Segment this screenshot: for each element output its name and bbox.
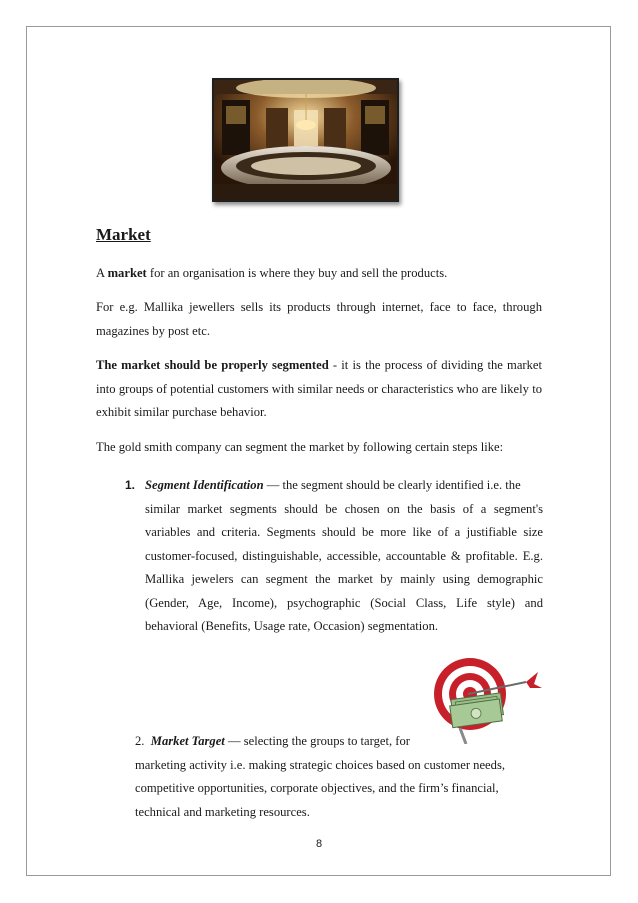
item-line: marketing activity i.e. making strategic choices based on customer needs, bbox=[135, 757, 505, 772]
list-item-market-target: 2. Market Target — selecting the groups to target, for marketing activity i.e. making strategic choices based on customer needs, competitive opportunities, corporate objectives, and the firm’s financial, technical and marketing resources. bbox=[135, 730, 545, 824]
paragraph-steps-intro: The gold smith company can segment the market by following certain steps like: bbox=[96, 440, 504, 454]
item-line: competitive opportunities, corporate objectives, and the firm’s financial, bbox=[135, 781, 499, 795]
list-number: 1. bbox=[125, 478, 136, 492]
item-title: Market Target bbox=[150, 734, 225, 748]
list-item-segment-identification: 1. Segment Identification — the segment should be clearly identified i.e. the similar market segments should be chosen on the basis of a segment's variables and criteria. Segments should be more like of a justifiable size customer-focused, distinguishable, accessible, accountable & profitable. E.g. Mallika jewelers can segment the market by mainly using demographic (Gender, Age, Income), psychographic (Social Class, Life style) and behavioral (Benefits, Usage rate, Occasion) segmentation. bbox=[125, 474, 543, 639]
item-title: Segment Identification bbox=[145, 478, 264, 492]
paragraph-example: For e.g. Mallika jewellers sells its products through internet, face to face, through magazines by post etc. bbox=[96, 300, 542, 338]
paragraph-market-definition: A market for an organisation is where they buy and sell the products. bbox=[96, 266, 448, 280]
paragraph-segmentation: The market should be properly segmented - it is the process of dividing the market into groups of potential customers with similar needs or characteristics who are likely to exhibit similar purchase behavior. bbox=[96, 358, 542, 419]
item-body: similar market segments should be chosen on the basis of a segment's variables and criteria. Segments should be more like of a justifiable size customer-focused, distinguishable, accessible, accountable & profitable. E.g. Mallika jewelers can segment the market by mainly using demographic (Gender, Age, Income), psychographic (Social Class, Life style) and behavioral (Benefits, Usage rate, Occasion) segmentation. bbox=[145, 501, 543, 633]
page-number: 8 bbox=[315, 838, 323, 850]
section-heading: Market bbox=[96, 225, 151, 244]
item-line: technical and marketing resources. bbox=[135, 804, 310, 819]
list-number: 2. bbox=[135, 734, 145, 748]
jewellery-store-photo bbox=[212, 78, 399, 202]
